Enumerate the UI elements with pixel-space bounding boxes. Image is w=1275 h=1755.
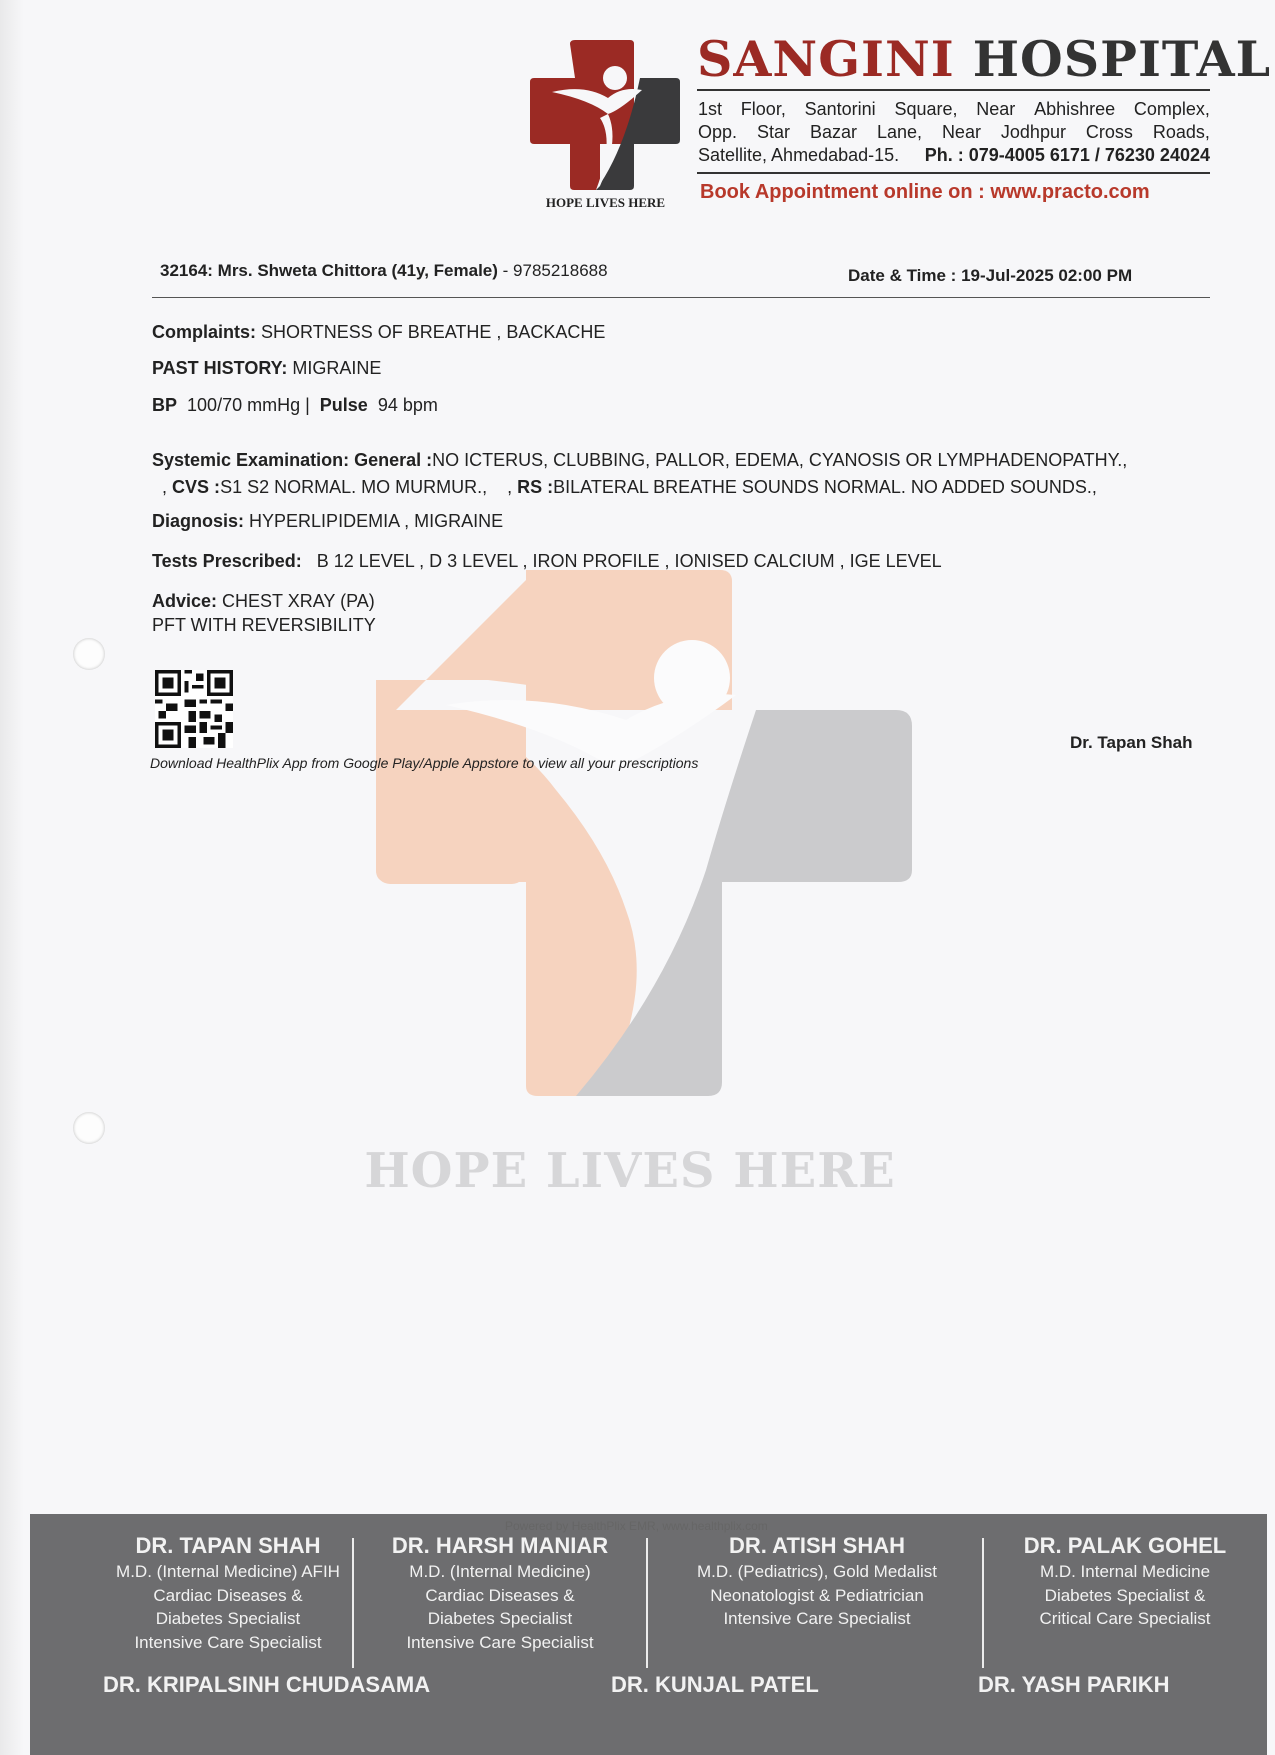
diagnosis-row: Diagnosis: HYPERLIPIDEMIA , MIGRAINE xyxy=(152,511,504,531)
footer-doctor-7: DR. YASH PARIKH xyxy=(978,1672,1170,1697)
patient-divider xyxy=(152,297,1210,298)
header-divider xyxy=(697,172,1210,174)
download-app-note: Download HealthPlix App from Google Play/Apple Appstore to view all your prescriptions xyxy=(150,755,699,771)
logo-tagline: HOPE LIVES HERE xyxy=(545,195,666,210)
footer-divider xyxy=(352,1538,354,1668)
hospital-cross-watermark-icon xyxy=(376,570,912,1096)
hospital-name-part1: SANGINI xyxy=(697,30,955,88)
binder-hole xyxy=(73,1112,105,1144)
footer-doctor-1: DR. TAPAN SHAH M.D. (Internal Medicine) AFIH Cardiac Diseases & Diabetes Specialist Intensive Care Specialist xyxy=(116,1533,340,1652)
address-line-2: Opp. Star Bazar Lane, Near Jodhpur Cross Roads, xyxy=(698,122,1210,142)
header-divider xyxy=(697,89,1210,91)
footer-doctor-3: DR. ATISH SHAH M.D. (Pediatrics), Gold Medalist Neonatologist & Pediatrician Intensive Care Specialist xyxy=(697,1533,937,1628)
footer-doctor-4: DR. PALAK GOHEL M.D. Internal Medicine Diabetes Specialist & Critical Care Specialist xyxy=(1023,1533,1227,1628)
powered-by: Powered by HealthPlix EMR, www.healthplix.com xyxy=(505,1519,768,1533)
hospital-phone: Ph. : 079-4005 6171 / 76230 24024 xyxy=(924,145,1210,165)
doctor-signature: Dr. Tapan Shah xyxy=(1070,733,1193,752)
hospital-cross-logo-icon xyxy=(530,40,680,190)
visit-datetime: Date & Time : 19-Jul-2025 02:00 PM xyxy=(848,266,1133,285)
past-history-row: PAST HISTORY: MIGRAINE xyxy=(152,358,382,378)
binder-hole xyxy=(73,638,105,670)
address-line-1: 1st Floor, Santorini Square, Near Abhishree Complex, xyxy=(698,99,1210,119)
complaints-row: Complaints: SHORTNESS OF BREATHE , BACKACHE xyxy=(152,322,606,342)
patient-info xyxy=(160,261,608,281)
watermark-tagline: HOPE LIVES HERE xyxy=(364,1143,896,1199)
page-left-edge xyxy=(0,0,24,1755)
footer-divider xyxy=(982,1538,984,1668)
systemic-exam-row: Systemic Examination: General :NO ICTERUS, CLUBBING, PALLOR, EDEMA, CYANOSIS OR LYMPHADENOPATHY., , CVS :S1 S2 NORMAL. MO MURMUR., , RS :BILATERAL BREATHE SOUNDS NORMAL. NO ADDED SOUNDS., xyxy=(152,450,1128,497)
footer-doctor-5: DR. KRIPALSINH CHUDASAMA xyxy=(103,1672,431,1697)
qr-code-icon[interactable] xyxy=(155,670,233,748)
advice-row: Advice: CHEST XRAY (PA) PFT WITH REVERSIBILITY xyxy=(152,591,376,635)
address-line-3: Satellite, Ahmedabad-15. Ph. : 079-4005 6171 / 76230 24024 xyxy=(698,145,1210,165)
patient-id-name: 32164: Mrs. Shweta Chittora (41y, Female) xyxy=(160,261,498,280)
vitals-row: BP 100/70 mmHg | Pulse 94 bpm xyxy=(152,395,438,415)
footer-doctor-6: DR. KUNJAL PATEL xyxy=(611,1672,819,1697)
booking-link[interactable]: Book Appointment online on : www.practo.com xyxy=(700,181,1150,203)
tests-row: Tests Prescribed: B 12 LEVEL , D 3 LEVEL , IRON PROFILE , IONISED CALCIUM , IGE LEVEL xyxy=(152,551,942,571)
hospital-name xyxy=(697,30,1271,88)
patient-phone: - 9785218688 xyxy=(497,261,608,280)
footer-doctor-2: DR. HARSH MANIAR M.D. (Internal Medicine) Cardiac Diseases & Diabetes Specialist Intensive Care Specialist xyxy=(391,1533,609,1652)
hospital-address xyxy=(698,98,1210,167)
footer-divider xyxy=(646,1538,648,1668)
doctors-footer xyxy=(30,1514,1267,1755)
hospital-name-part2: HOSPITAL xyxy=(972,30,1272,88)
